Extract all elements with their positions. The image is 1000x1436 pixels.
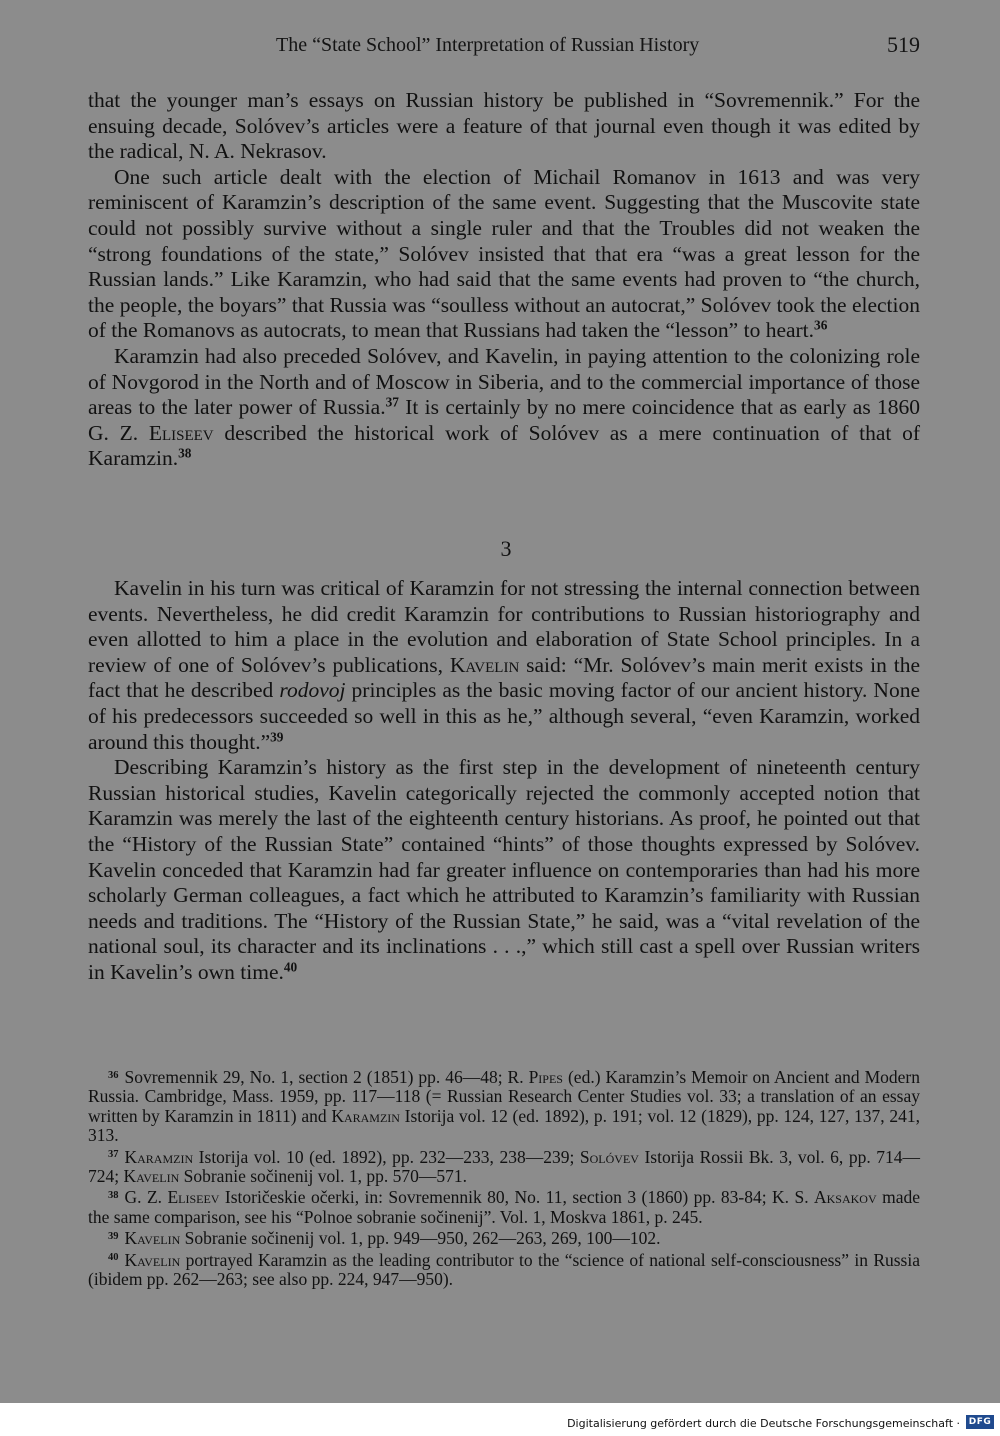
- paragraph: Karamzin had also preceded Solóvev, and Kavelin, in paying attention to the colonizing role of Novgorod in the North and of Moscow in Siberia, and to the commercial importance of those areas to the later power of Russia.$^{37}$ It is certainly by no mere coincidence that as early as 1860 G. Z. Eliseev described the historical work of Solóvev as a mere continuation of that of Karamzin.$^{38}$: [88, 343, 920, 471]
- paragraph: One such article dealt with the election of Michail Romanov in 1613 and was very reminiscent of Karamzin’s description of the same event. Suggesting that the Muscovite state could not possibly survive without a single ruler and that the Troubles did not weaken the “strong foundations of the state,” Solóvev insisted that that era “was a great lesson for the Russian lands.” Like Karamzin, who had said that the same events had proven to “the church, the people, the boyars” that Russia was “soulless without an autocrat,” Solóvev took the election of the Romanovs as autocrats, to mean that Russians had taken the “lesson” to heart.$^{36}$: [88, 164, 920, 343]
- body-text-top: [88, 88, 920, 472]
- footnote: $^{38}$ G. Z. Eliseev Istoričeskie očerki, in: Sovremennik 80, No. 11, section 3 (1860) pp. 83-84; K. S. Aksakov made the same comparison, see his “Polnoe sobranie sočinenij”. Vol. 1, Moskva 1861, p. 245.: [88, 1187, 920, 1227]
- footnote: $^{40}$ Kavelin portrayed Karamzin as the leading contributor to the “science of national self-consciousness” in Russia (ibidem pp. 262—263; see also pp. 224, 947—950).: [88, 1249, 920, 1290]
- note-ref: 38: [178, 445, 192, 461]
- running-title: The “State School” Interpretation of Russian History: [276, 34, 700, 56]
- footnote: $^{39}$ Kavelin Sobranie sočinenij vol. 1, pp. 949—950, 262—263, 269, 100—102.: [108, 1228, 661, 1249]
- page-number: 519: [887, 32, 920, 57]
- footnotes: [88, 1068, 920, 1289]
- note-ref: 39: [270, 729, 284, 745]
- paragraph: that the younger man’s essays on Russian history be published in “Sovremennik.” For the ensuing decade, Solóvev’s articles were a feature of that journal even though it was edited by the radical, N. A. Nekrasov.: [88, 88, 920, 164]
- body-text-bottom: [88, 576, 920, 986]
- note-ref: 36: [814, 318, 828, 334]
- section-number: 3: [500, 536, 512, 561]
- dfg-logo: DFG: [966, 1415, 994, 1429]
- page-header: [88, 32, 920, 62]
- footnote: $^{37}$ Karamzin Istorija vol. 10 (ed. 1892), pp. 232—233, 238—239; Solóvev Istorija Rossii Bk. 3, vol. 6, pp. 714—724; Kavelin Sobranie sočinenij vol. 1, pp. 570—571.: [88, 1146, 920, 1187]
- footnote: $^{36}$ Sovremennik 29, No. 1, section 2 (1851) pp. 46—48; R. Pipes (ed.) Karamzin’s Memoir on Ancient and Modern Russia. Cambridge, Mass. 1959, pp. 117—118 (= Russian Research Center Studies vol. 33; a translation of an essay written by Karamzin in 1811) and Karamzin Istorija vol. 12 (ed. 1892), p. 191; vol. 12 (1829), pp. 124, 127, 137, 241, 313.: [88, 1067, 921, 1146]
- footer-bar: [0, 1403, 1000, 1436]
- italic-term: rodovoj: [279, 678, 346, 703]
- author-name: Kavelin: [449, 652, 520, 677]
- note-ref: 37: [385, 394, 399, 410]
- paragraph: Describing Karamzin’s history as the first step in the development of nineteenth century Russian historical studies, Kavelin categorically rejected the commonly accepted notion that Karamzin was merely the last of the eighteenth century historians. As proof, he pointed out that the “History of the Russian State” contained “hints” of those thoughts expressed by Solóvev. Kavelin conceded that Karamzin had far greater influence on contemporaries than had his more scholarly German colleagues, a fact which he attributed to Karamzin’s familiarity with Russian needs and traditions. The “History of the Russian State,” he said, was a “vital revelation of the national soul, its character and its inclinations . . .,” which still cast a spell over Russian writers in Kavelin’s own time.$^{40}$: [88, 755, 920, 984]
- note-ref: 40: [283, 959, 298, 975]
- funding-credit: Digitalisierung gefördert durch die Deutsche Forschungsgemeinschaft ·: [567, 1417, 960, 1430]
- author-name: Eliseev: [148, 420, 214, 445]
- paragraph: Kavelin in his turn was critical of Karamzin for not stressing the internal connection between events. Nevertheless, he did credit Karamzin for contributions to Russian historiography and even allotted to him a place in the evolution and elaboration of State School principles. In a review of one of Solóvev’s publications, Kavelin said: “Mr. Solóvev’s main merit exists in the fact that he described rodovoj principles as the basic moving factor of our ancient history. None of his predecessors succeeded so well in this as he,” although several, “even Karamzin, worked around this thought.”$^{39}$: [88, 576, 920, 754]
